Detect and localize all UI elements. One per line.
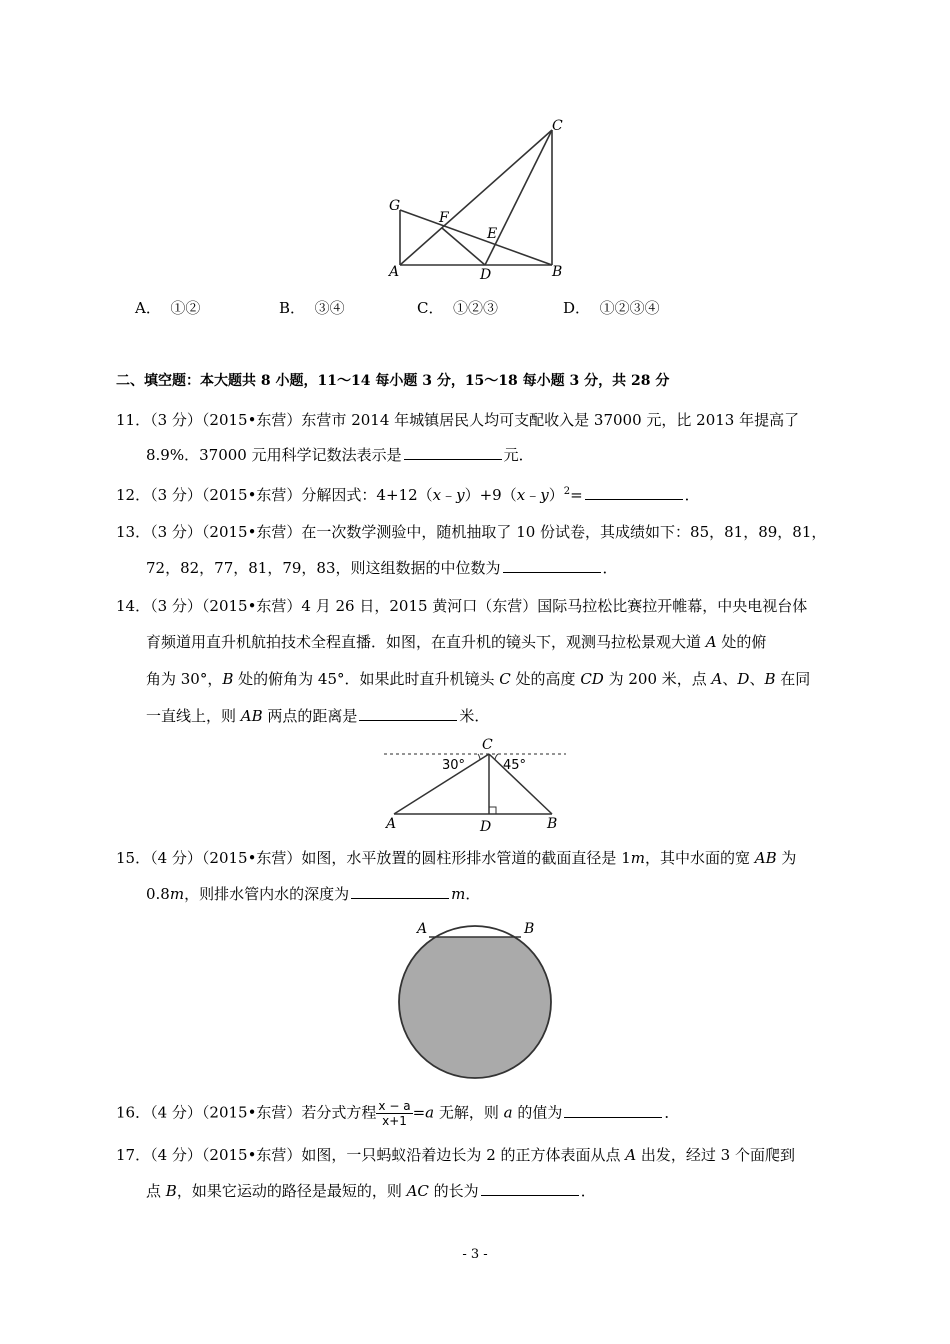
- section-2-header: 二、填空题：本大题共 8 小题，11～14 每小题 3 分，15～18 每小题 3 分，共 28 分: [116, 373, 670, 389]
- label-A: A: [386, 816, 397, 832]
- label-C: C: [482, 737, 493, 753]
- q13-line1: 13．（3 分）（2015•东营）在一次数学测验中，随机抽取了 10 份试卷，其成绩如下：85，81，89，81，: [116, 523, 827, 541]
- label-G: G: [389, 198, 401, 214]
- figure-q14-helicopter: [380, 734, 570, 834]
- right-angle-mark: [489, 807, 496, 814]
- q10-option-a: A． ①②: [135, 299, 201, 317]
- fraction: $\frac{x - a}{x+1}$: [378, 1099, 411, 1128]
- label-B: B: [552, 264, 563, 280]
- label-F: F: [439, 210, 449, 226]
- label-C: C: [552, 118, 563, 134]
- label-A: A: [417, 921, 428, 937]
- label-A: A: [389, 264, 400, 280]
- answer-blank: [359, 706, 457, 721]
- label-B: B: [524, 921, 535, 937]
- label-angle-30: 30°: [442, 758, 466, 773]
- answer-blank: [564, 1103, 662, 1118]
- q10-option-b: B． ③④: [279, 299, 345, 317]
- label-B: B: [547, 816, 558, 832]
- q16-line: 16．（4 分）（2015•东营）若分式方程 $\frac{x - a}{x+1}$ =a 无解，则 a 的值为 ．: [116, 1099, 680, 1128]
- q17-line2: 点 B，如果它运动的路径是最短的，则 AC 的长为 ．: [146, 1182, 596, 1200]
- q14-line3: 角为 30°，B 处的俯角为 45°．如果此时直升机镜头 C 处的高度 CD 为 200 米，点 A、D、B 在同: [146, 670, 811, 688]
- label-D: D: [480, 267, 492, 283]
- q15-line2: 0.8m，则排水管内水的深度为 m．: [146, 885, 481, 903]
- answer-blank: [404, 445, 502, 460]
- q11-line1: 11．（3 分）（2015•东营）东营市 2014 年城镇居民人均可支配收入是 37000 元，比 2013 年提高了: [116, 411, 800, 429]
- q15-line1: 15．（4 分）（2015•东营）如图，水平放置的圆柱形排水管道的截面直径是 1m，其中水面的宽 AB 为: [116, 849, 797, 867]
- answer-blank: [351, 884, 449, 899]
- q11-line2: 8.9%．37000 元用科学记数法表示是 元．: [146, 446, 534, 464]
- angle-arc-45: [495, 754, 498, 760]
- answer-blank: [503, 558, 601, 573]
- label-E: E: [487, 226, 498, 242]
- q17-line1: 17．（4 分）（2015•东营）如图，一只蚂蚁沿着边长为 2 的正方体表面从点 A 出发，经过 3 个面爬到: [116, 1146, 795, 1164]
- answer-blank: [481, 1181, 579, 1196]
- figure-q15-pipe: [395, 915, 565, 1083]
- segment-DC: [485, 130, 552, 265]
- q12-line: 12．（3 分）（2015•东营）分解因式：4+12（x﹣y）+9（x﹣y）$^2$= ．: [116, 486, 700, 504]
- page-number: - 3 -: [462, 1247, 488, 1262]
- figure-q10-geometry: [380, 112, 580, 284]
- q10-option-c: C． ①②③: [417, 299, 499, 317]
- answer-blank: [585, 485, 683, 500]
- segment-AC: [400, 130, 552, 265]
- label-D: D: [480, 819, 492, 834]
- label-angle-45: 45°: [503, 758, 527, 773]
- q14-line2: 育频道用直升机航拍技术全程直播．如图，在直升机的镜头下，观测马拉松景观大道 A 处的俯: [146, 633, 767, 651]
- q10-option-d: D． ①②③④: [563, 299, 660, 317]
- q14-line1: 14．（3 分）（2015•东营）4 月 26 日，2015 黄河口（东营）国际马拉松比赛拉开帷幕，中央电视台体: [116, 597, 808, 615]
- q14-line4: 一直线上，则 AB 两点的距离是 米．: [146, 707, 490, 725]
- angle-arc-30: [478, 754, 480, 760]
- q13-line2: 72，82，77，81，79，83，则这组数据的中位数为 ．: [146, 559, 618, 577]
